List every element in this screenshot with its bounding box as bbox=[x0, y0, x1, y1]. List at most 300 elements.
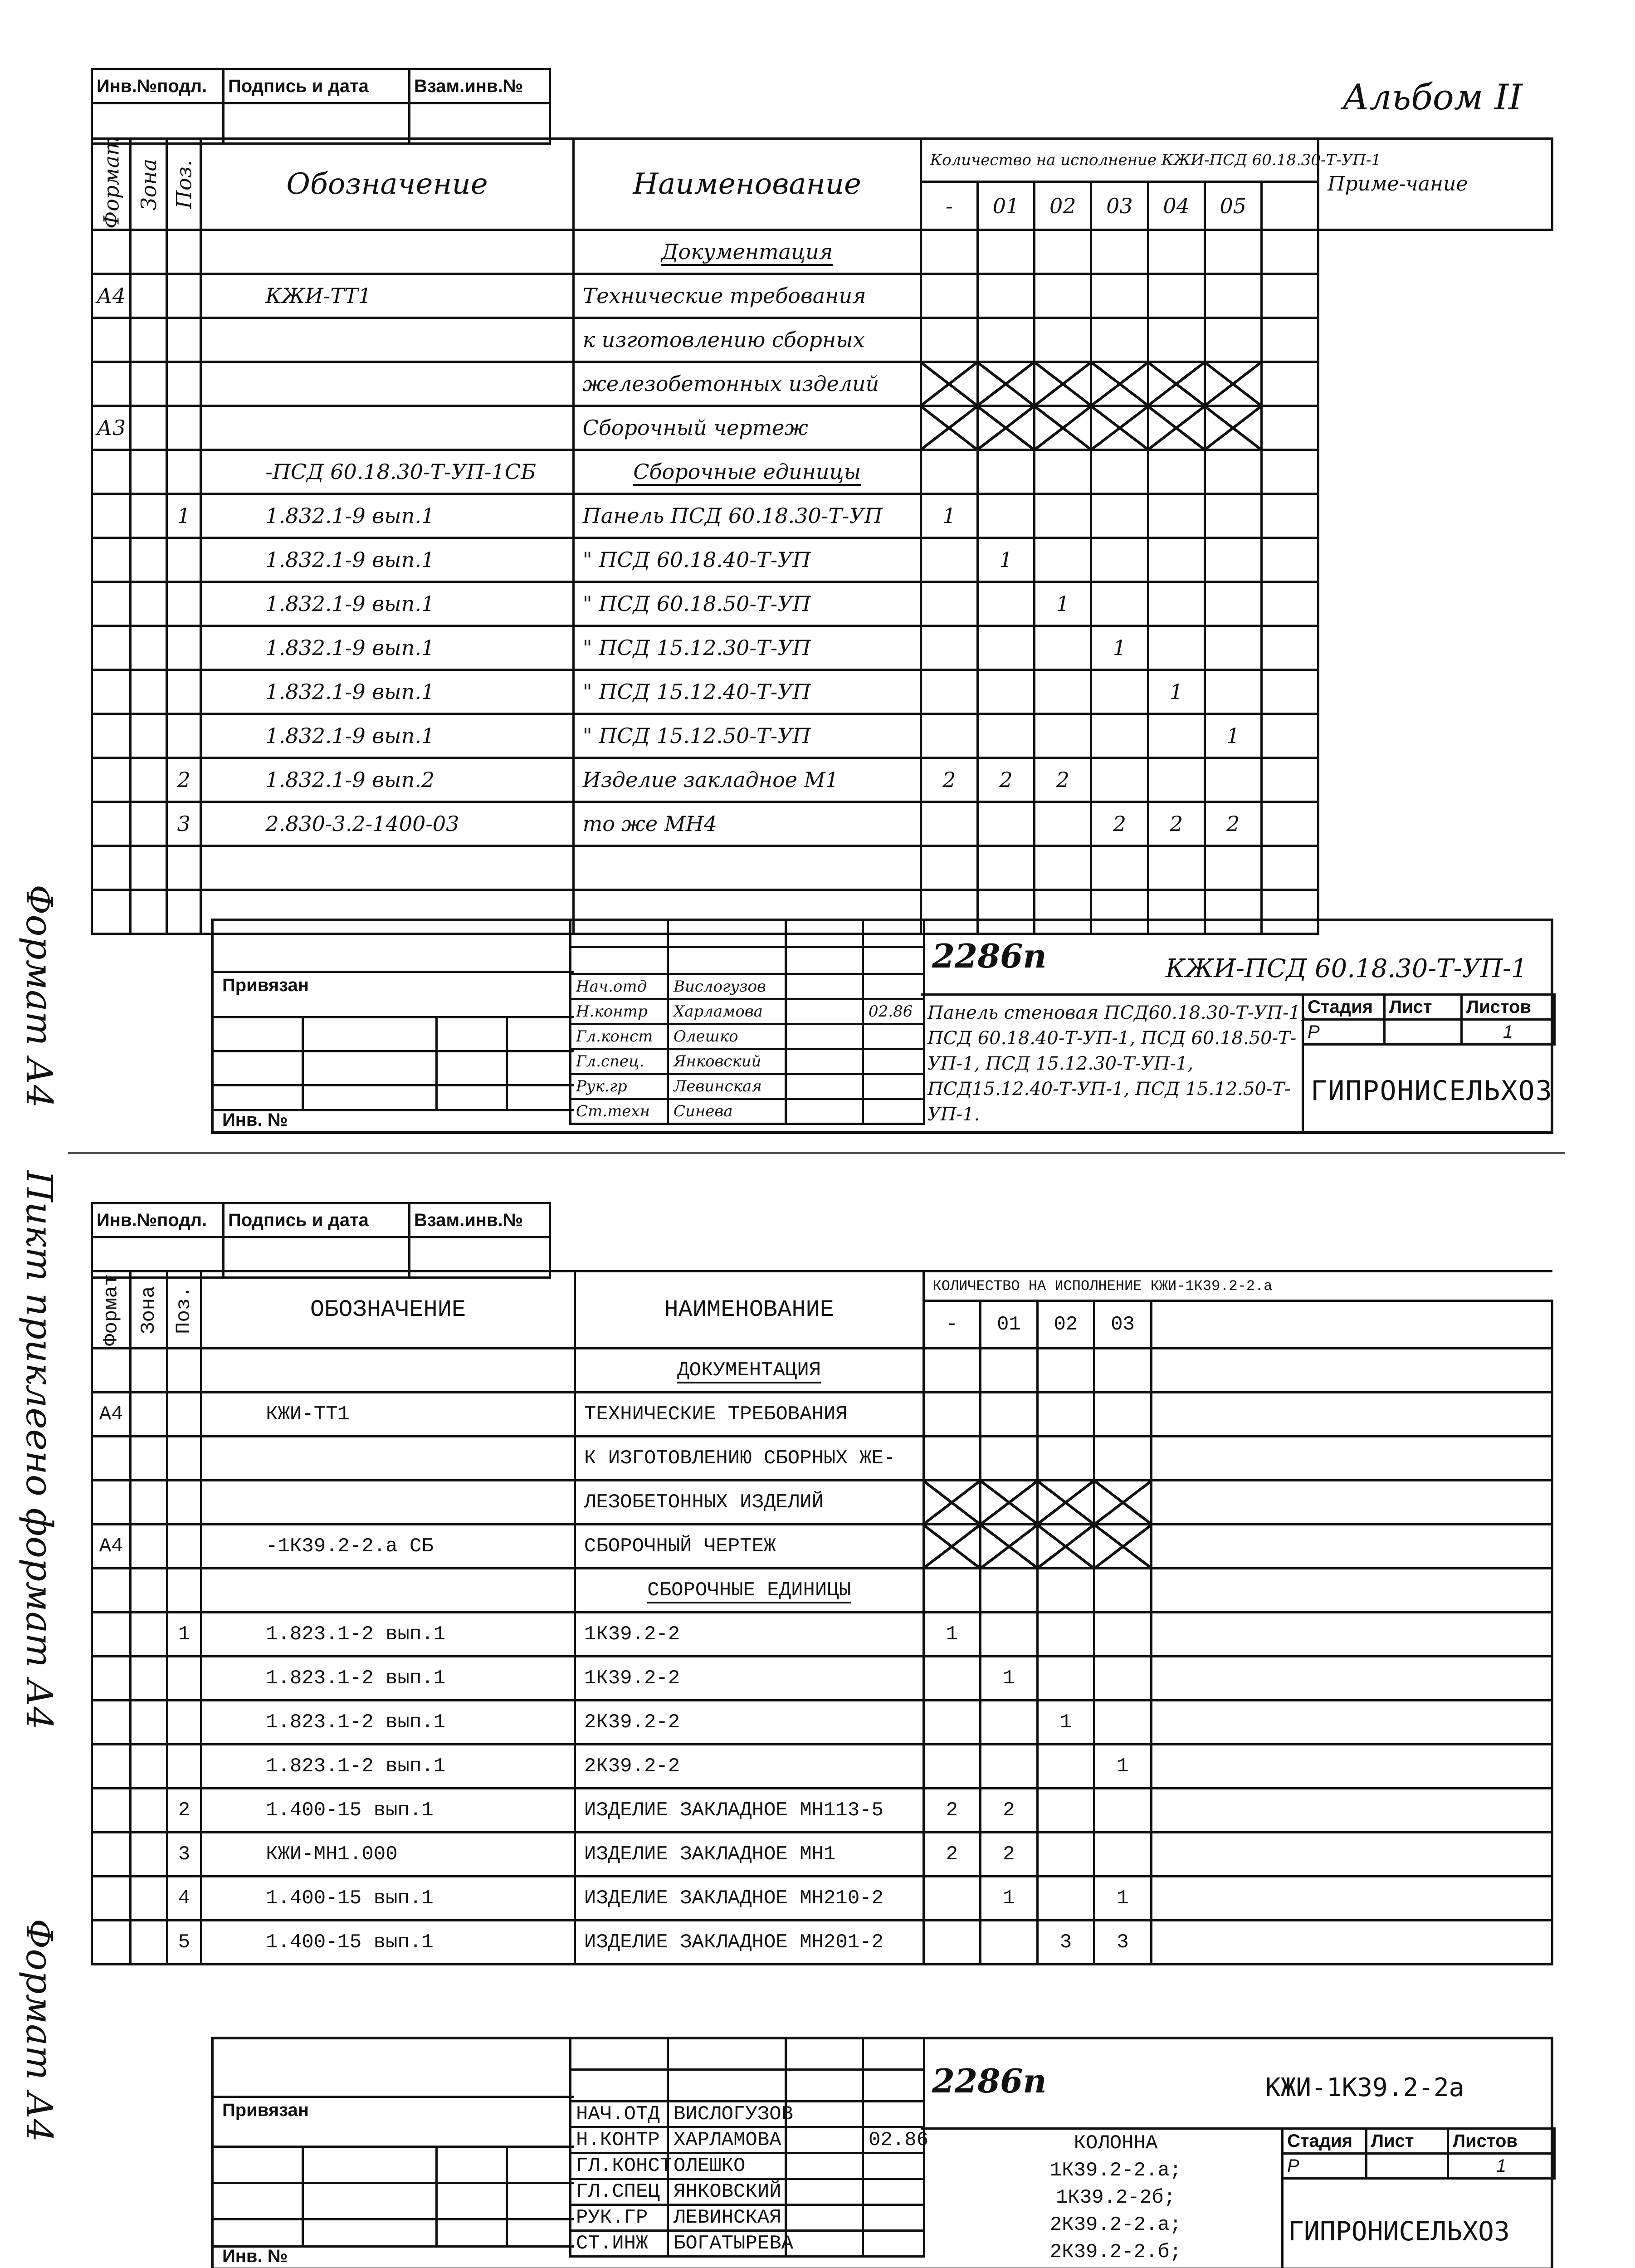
signature-cell bbox=[786, 2179, 863, 2205]
name-cell: ОЛЕШКО bbox=[668, 2153, 786, 2179]
sheet-separator bbox=[68, 1152, 1565, 1154]
name-cell: Харламова bbox=[668, 999, 786, 1024]
naimenovanie-cell bbox=[573, 582, 921, 626]
oboznachenie-cell: -1К39.2-2.а СБ bbox=[201, 1525, 575, 1569]
quantity-cell bbox=[1094, 1349, 1152, 1393]
quantity-cell: 2 bbox=[1091, 802, 1148, 846]
stadiya-header: Стадия bbox=[1303, 995, 1385, 1020]
format-cell bbox=[92, 1569, 131, 1613]
quantity-cell bbox=[1094, 1569, 1152, 1613]
naimenovanie-cell bbox=[575, 1745, 923, 1789]
quantity-cell: 1 bbox=[921, 494, 977, 538]
zona-cell bbox=[131, 1393, 167, 1437]
quantity-cell bbox=[1091, 846, 1148, 890]
crossed-cell bbox=[921, 406, 977, 450]
quantity-cell: 1 bbox=[981, 1877, 1038, 1921]
signature-row bbox=[571, 1099, 924, 1124]
quantity-cell bbox=[1091, 494, 1148, 538]
exec-col-header: 05 bbox=[1205, 182, 1261, 230]
oboznachenie-cell: 1.832.1-9 вып.1 bbox=[201, 626, 573, 670]
crossed-cell bbox=[1091, 406, 1148, 450]
naimenovanie-text: Сборочные единицы bbox=[633, 459, 861, 486]
naimenovanie-cell bbox=[573, 494, 921, 538]
quantity-cell bbox=[1205, 582, 1261, 626]
date-cell bbox=[863, 2102, 924, 2127]
quantity-cell bbox=[1148, 230, 1205, 274]
zona-cell bbox=[131, 846, 167, 890]
naimenovanie-cell bbox=[575, 1613, 923, 1657]
format-cell bbox=[92, 1833, 131, 1877]
naimenovanie-text: ДОКУМЕНТАЦИЯ bbox=[677, 1359, 821, 1383]
quantity-cell bbox=[921, 846, 977, 890]
oboznachenie-cell: 1.832.1-9 вып.1 bbox=[201, 494, 573, 538]
margin-note-middle: Пикт приклеено формат А4 bbox=[18, 1170, 60, 1730]
quantity-cell bbox=[981, 1569, 1038, 1613]
quantity-cell bbox=[1037, 1613, 1094, 1657]
naimenovanie-cell bbox=[575, 1833, 923, 1877]
inv-label: Инв. № bbox=[222, 2246, 288, 2266]
table-row bbox=[92, 758, 1552, 802]
date-cell bbox=[863, 1074, 924, 1099]
extra-cell bbox=[1261, 758, 1318, 802]
quantity-cell bbox=[1148, 450, 1205, 494]
table-row bbox=[92, 362, 1552, 406]
listov-value: 1 bbox=[1448, 2154, 1555, 2179]
quantity-cell bbox=[1037, 1789, 1094, 1833]
quantity-cell bbox=[921, 670, 977, 714]
format-cell bbox=[92, 1921, 131, 1965]
quantity-cell bbox=[977, 318, 1034, 362]
date-cell bbox=[863, 1099, 924, 1124]
exec-col-header: - bbox=[923, 1301, 981, 1349]
naimenovanie-text: Сборочный чертеж bbox=[582, 415, 808, 440]
quantity-cell bbox=[1148, 582, 1205, 626]
zona-cell bbox=[131, 494, 167, 538]
oboznachenie-cell: 1.400-15 вып.1 bbox=[201, 1921, 575, 1965]
quantity-cell bbox=[977, 494, 1034, 538]
naimenovanie-text: то же МН4 bbox=[582, 811, 717, 836]
quantity-cell bbox=[1094, 1701, 1152, 1745]
quantity-cell bbox=[977, 582, 1034, 626]
signature-cell bbox=[786, 999, 863, 1024]
oboznachenie-cell bbox=[201, 230, 573, 274]
format-cell bbox=[92, 582, 131, 626]
naimenovanie-text: СБОРОЧНЫЙ ЧЕРТЕЖ bbox=[584, 1535, 776, 1558]
zona-cell bbox=[131, 714, 167, 758]
date-cell: 02.86 bbox=[863, 2127, 924, 2153]
quantity-cell bbox=[1091, 274, 1148, 318]
date-cell bbox=[863, 1049, 924, 1074]
zona-cell bbox=[131, 230, 167, 274]
oboznachenie-cell bbox=[201, 362, 573, 406]
exec-col-header: 02 bbox=[1035, 182, 1091, 230]
title-right-1 bbox=[921, 919, 1553, 1134]
table-row bbox=[92, 406, 1552, 450]
quantity-cell bbox=[1148, 758, 1205, 802]
naimenovanie-cell bbox=[573, 406, 921, 450]
crossed-cell bbox=[923, 1481, 981, 1525]
margin-note-top: Формат А4 bbox=[18, 885, 60, 1108]
designation: КЖИ-1К39.2-2а bbox=[1265, 2073, 1464, 2102]
quantity-cell bbox=[1205, 670, 1261, 714]
project-code: 2286п bbox=[932, 2062, 1047, 2100]
quantity-cell bbox=[1094, 1437, 1152, 1481]
format-cell bbox=[92, 230, 131, 274]
quantity-cell: 1 bbox=[923, 1613, 981, 1657]
zona-cell bbox=[131, 1877, 167, 1921]
quantity-cell bbox=[1091, 538, 1148, 582]
extra-cell bbox=[1151, 1525, 1552, 1569]
naimenovanie-text: 1К39.2-2 bbox=[584, 1667, 680, 1690]
quantity-cell bbox=[1037, 1349, 1094, 1393]
poz-cell: 1 bbox=[167, 1613, 201, 1657]
format-cell bbox=[92, 1877, 131, 1921]
format-cell bbox=[92, 450, 131, 494]
naimenovanie-cell bbox=[573, 274, 921, 318]
oboznachenie-cell bbox=[201, 318, 573, 362]
quantity-cell bbox=[1037, 1569, 1094, 1613]
quantity-cell: 2 bbox=[923, 1833, 981, 1877]
signature-row bbox=[571, 2102, 924, 2127]
quantity-cell bbox=[977, 802, 1034, 846]
quantity-cell bbox=[923, 1349, 981, 1393]
format-cell bbox=[92, 1349, 131, 1393]
extra-cell bbox=[1261, 582, 1318, 626]
margin-note-bottom: Формат А4 bbox=[18, 1919, 60, 2142]
role-cell: СТ.ИНЖ bbox=[571, 2231, 668, 2257]
quantity-cell bbox=[1091, 758, 1148, 802]
description-line: КОЛОННА bbox=[1074, 2132, 1158, 2155]
exec-col-empty bbox=[1151, 1301, 1552, 1349]
oboznachenie-cell: 1.832.1-9 вып.1 bbox=[201, 582, 573, 626]
description-line: 2К39.2-2.б; bbox=[1049, 2241, 1182, 2263]
quantity-cell bbox=[923, 1745, 981, 1789]
signature-row bbox=[571, 2179, 924, 2205]
zona-cell bbox=[131, 582, 167, 626]
naimenovanie-cell bbox=[575, 1569, 923, 1613]
oboznachenie-cell bbox=[201, 1437, 575, 1481]
signature-row bbox=[571, 999, 924, 1024]
signature-cell bbox=[786, 1024, 863, 1049]
extra-cell bbox=[1151, 1613, 1552, 1657]
naimenovanie-text: ИЗДЕЛИЕ ЗАКЛАДНОЕ МН113-5 bbox=[584, 1799, 884, 1822]
signature-cell bbox=[786, 2127, 863, 2153]
description bbox=[957, 2130, 1274, 2266]
zona-cell bbox=[131, 406, 167, 450]
quantity-cell bbox=[981, 1921, 1038, 1965]
crossed-cell bbox=[1035, 362, 1091, 406]
role-cell: Нач.отд bbox=[571, 974, 668, 999]
stadiya-value: Р bbox=[1303, 1020, 1385, 1045]
stadiya-value: Р bbox=[1283, 2154, 1367, 2179]
quantity-cell bbox=[1091, 714, 1148, 758]
zona-header: Зона bbox=[131, 139, 167, 230]
format-cell: А4 bbox=[92, 1393, 131, 1437]
table-row bbox=[92, 846, 1552, 890]
quantity-cell bbox=[1148, 846, 1205, 890]
crossed-cell bbox=[981, 1525, 1038, 1569]
quantity-cell bbox=[921, 802, 977, 846]
blank-row bbox=[571, 947, 924, 974]
crossed-cell bbox=[1094, 1525, 1152, 1569]
zona-cell bbox=[131, 538, 167, 582]
quantity-cell bbox=[1035, 318, 1091, 362]
poz-cell bbox=[167, 582, 201, 626]
vzam-label: Взам.инв.№ bbox=[410, 1203, 550, 1237]
poz-cell: 2 bbox=[167, 758, 201, 802]
format-cell bbox=[92, 318, 131, 362]
quantity-cell bbox=[1037, 1877, 1094, 1921]
quantity-cell bbox=[1035, 846, 1091, 890]
extra-cell bbox=[1151, 1481, 1552, 1525]
date-cell bbox=[863, 1024, 924, 1049]
naimenovanie-cell bbox=[573, 758, 921, 802]
signature-row bbox=[571, 974, 924, 999]
inventory-stamp-1 bbox=[91, 68, 551, 145]
poz-cell bbox=[167, 1657, 201, 1701]
listov-header: Листов bbox=[1462, 995, 1555, 1020]
format-cell bbox=[92, 362, 131, 406]
oboznachenie-cell: 1.823.1-2 вып.1 bbox=[201, 1613, 575, 1657]
poz-cell: 4 bbox=[167, 1877, 201, 1921]
exec-col-header: - bbox=[921, 182, 977, 230]
poz-cell bbox=[167, 626, 201, 670]
quantity-cell bbox=[1094, 1613, 1152, 1657]
crossed-cell bbox=[977, 362, 1034, 406]
name-cell: Левинская bbox=[668, 1074, 786, 1099]
naimenovanie-cell bbox=[575, 1349, 923, 1393]
naimenovanie-text: ЛЕЗОБЕТОННЫХ ИЗДЕЛИЙ bbox=[584, 1491, 824, 1514]
date-cell bbox=[863, 2231, 924, 2257]
naimenovanie-cell bbox=[575, 1789, 923, 1833]
naimenovanie-header: НАИМЕНОВАНИЕ bbox=[575, 1271, 923, 1349]
zona-cell bbox=[131, 1525, 167, 1569]
quantity-cell bbox=[1035, 450, 1091, 494]
quantity-cell: 2 bbox=[977, 758, 1034, 802]
format-cell bbox=[92, 626, 131, 670]
extra-cell bbox=[1261, 230, 1318, 274]
format-cell bbox=[92, 1745, 131, 1789]
description-line: 1К39.2-2б; bbox=[1055, 2186, 1176, 2209]
poz-cell bbox=[167, 538, 201, 582]
format-cell bbox=[92, 890, 131, 934]
zona-cell bbox=[131, 1921, 167, 1965]
signature-row bbox=[571, 2127, 924, 2153]
table-row bbox=[92, 1437, 1552, 1481]
name-cell: ЯНКОВСКИЙ bbox=[668, 2179, 786, 2205]
description-line: 1К39.2-2.а; bbox=[1049, 2159, 1182, 2182]
naimenovanie-text: ИЗДЕЛИЕ ЗАКЛАДНОЕ МН1 bbox=[584, 1843, 836, 1866]
format-cell: А4 bbox=[92, 1525, 131, 1569]
quantity-cell: 3 bbox=[1094, 1921, 1152, 1965]
quantity-cell: 1 bbox=[1035, 582, 1091, 626]
poz-cell bbox=[167, 362, 201, 406]
naimenovanie-cell bbox=[573, 670, 921, 714]
primechanie-header: Приме-чание bbox=[1318, 139, 1552, 230]
zona-cell bbox=[131, 1613, 167, 1657]
date-cell bbox=[863, 2205, 924, 2231]
role-cell: РУК.ГР bbox=[571, 2205, 668, 2231]
role-cell: Н.КОНТР bbox=[571, 2127, 668, 2153]
quantity-cell bbox=[1035, 714, 1091, 758]
inv-podl-label: Инв.№подл. bbox=[92, 69, 224, 103]
zona-cell bbox=[131, 758, 167, 802]
zona-cell bbox=[131, 1657, 167, 1701]
spec-table-1 bbox=[91, 137, 1553, 935]
organization: ГИПРОНИСЕЛЬХОЗ bbox=[1288, 2216, 1510, 2247]
quantity-cell bbox=[1094, 1789, 1152, 1833]
zona-cell bbox=[131, 1745, 167, 1789]
podpis-label: Подпись и дата bbox=[224, 1203, 410, 1237]
oboznachenie-cell: 1.832.1-9 вып.1 bbox=[201, 670, 573, 714]
format-cell bbox=[92, 1701, 131, 1745]
poz-cell bbox=[167, 1745, 201, 1789]
description: Панель стеновая ПСД60.18.30-Т-УП-1, ПСД 60.18.40-Т-УП-1, ПСД 60.18.50-Т-УП-1, ПСД 15.12.30-Т-УП-1, ПСД15.12.40-Т-УП-1, ПСД 15.12.50-Т-УП-1. bbox=[927, 1002, 1306, 1125]
blank-row bbox=[571, 2038, 924, 2070]
oboznachenie-cell: 1.400-15 вып.1 bbox=[201, 1789, 575, 1833]
naimenovanie-cell bbox=[573, 538, 921, 582]
listov-header: Листов bbox=[1448, 2129, 1555, 2154]
naimenovanie-text: Технические требования bbox=[582, 284, 866, 308]
table-row bbox=[92, 1833, 1552, 1877]
zona-cell bbox=[131, 802, 167, 846]
role-cell: Ст.техн bbox=[571, 1099, 668, 1124]
quantity-cell bbox=[1094, 1657, 1152, 1701]
exec-col-header: 03 bbox=[1094, 1301, 1152, 1349]
quantity-cell bbox=[1037, 1745, 1094, 1789]
naimenovanie-cell bbox=[573, 450, 921, 494]
quantity-cell: 2 bbox=[1148, 802, 1205, 846]
poz-cell bbox=[167, 846, 201, 890]
poz-cell: 3 bbox=[167, 1833, 201, 1877]
crossed-cell bbox=[1205, 362, 1261, 406]
exec-col-header: 02 bbox=[1037, 1301, 1094, 1349]
oboznachenie-cell: 2.830-3.2-1400-03 bbox=[201, 802, 573, 846]
quantity-cell bbox=[981, 1701, 1038, 1745]
format-cell bbox=[92, 1613, 131, 1657]
naimenovanie-text: СБОРОЧНЫЕ ЕДИНИЦЫ bbox=[647, 1579, 851, 1603]
quantity-cell bbox=[921, 714, 977, 758]
extra-cell bbox=[1151, 1833, 1552, 1877]
oboznachenie-cell: КЖИ-МН1.000 bbox=[201, 1833, 575, 1877]
quantity-cell bbox=[921, 538, 977, 582]
poz-cell bbox=[167, 1569, 201, 1613]
signature-row bbox=[571, 2205, 924, 2231]
quantity-cell bbox=[923, 1393, 981, 1437]
table-row bbox=[92, 1877, 1552, 1921]
role-cell: ГЛ.КОНСТ bbox=[571, 2153, 668, 2179]
oboznachenie-cell: -ПСД 60.18.30-Т-УП-1СБ bbox=[201, 450, 573, 494]
oboznachenie-header: Обозначение bbox=[201, 139, 573, 230]
quantity-cell bbox=[977, 846, 1034, 890]
extra-cell bbox=[1261, 494, 1318, 538]
naimenovanie-text: Документация bbox=[661, 240, 833, 266]
naimenovanie-cell bbox=[573, 714, 921, 758]
quantity-cell bbox=[981, 1349, 1038, 1393]
listov-value: 1 bbox=[1462, 1020, 1555, 1045]
crossed-cell bbox=[1037, 1525, 1094, 1569]
format-cell bbox=[92, 846, 131, 890]
quantity-cell: 2 bbox=[1035, 758, 1091, 802]
naimenovanie-cell bbox=[575, 1393, 923, 1437]
poz-cell bbox=[167, 318, 201, 362]
signature-row bbox=[571, 1074, 924, 1099]
poz-cell bbox=[167, 450, 201, 494]
zona-cell bbox=[131, 890, 167, 934]
poz-cell bbox=[167, 230, 201, 274]
extra-cell bbox=[1151, 1657, 1552, 1701]
naimenovanie-text: Панель ПСД 60.18.30-Т-УП bbox=[582, 503, 883, 528]
format-cell bbox=[92, 494, 131, 538]
oboznachenie-cell: 1.832.1-9 вып.2 bbox=[201, 758, 573, 802]
vzam-label: Взам.инв.№ bbox=[410, 69, 550, 103]
format-cell bbox=[92, 538, 131, 582]
quantity-cell bbox=[1205, 494, 1261, 538]
date-cell: 02.86 bbox=[863, 999, 924, 1024]
poz-cell bbox=[167, 1349, 201, 1393]
table-row bbox=[92, 626, 1552, 670]
name-cell: ВИСЛОГУЗОВ bbox=[668, 2102, 786, 2127]
extra-cell bbox=[1151, 1921, 1552, 1965]
oboznachenie-cell: 1.832.1-9 вып.1 bbox=[201, 538, 573, 582]
naimenovanie-text: " ПСД 60.18.40-Т-УП bbox=[582, 547, 811, 572]
quantity-cell bbox=[977, 670, 1034, 714]
zona-cell bbox=[131, 450, 167, 494]
extra-cell bbox=[1151, 1789, 1552, 1833]
extra-cell bbox=[1151, 1393, 1552, 1437]
quantity-cell bbox=[1037, 1393, 1094, 1437]
quantity-cell bbox=[977, 274, 1034, 318]
quantity-cell: 2 bbox=[981, 1789, 1038, 1833]
quantity-cell bbox=[921, 318, 977, 362]
oboznachenie-cell: КЖИ-ТТ1 bbox=[201, 274, 573, 318]
album-label: Альбом II bbox=[1342, 77, 1523, 118]
extra-cell bbox=[1261, 626, 1318, 670]
format-cell bbox=[92, 1481, 131, 1525]
zona-cell bbox=[131, 1349, 167, 1393]
format-cell bbox=[92, 670, 131, 714]
stage-table-2 bbox=[1281, 2127, 1556, 2180]
table-row bbox=[92, 714, 1552, 758]
format-cell bbox=[92, 802, 131, 846]
quantity-cell bbox=[921, 230, 977, 274]
quantity-cell bbox=[1091, 230, 1148, 274]
quantity-cell bbox=[981, 1437, 1038, 1481]
table-row bbox=[92, 670, 1552, 714]
exec-col-header: 01 bbox=[977, 182, 1034, 230]
quantity-cell: 1 bbox=[1205, 714, 1261, 758]
crossed-cell bbox=[1094, 1481, 1152, 1525]
privyazan-label: Привязан bbox=[222, 2100, 309, 2120]
naimenovanie-text: ИЗДЕЛИЕ ЗАКЛАДНОЕ МН210-2 bbox=[584, 1887, 884, 1910]
quantity-cell bbox=[1037, 1437, 1094, 1481]
quantity-cell bbox=[1148, 538, 1205, 582]
extra-cell bbox=[1151, 1877, 1552, 1921]
naimenovanie-text: Изделие закладное М1 bbox=[582, 767, 839, 792]
signature-row bbox=[571, 2153, 924, 2179]
naimenovanie-text: ТЕХНИЧЕСКИЕ ТРЕБОВАНИЯ bbox=[584, 1403, 848, 1426]
name-cell: БОГАТЫРЕВА bbox=[668, 2231, 786, 2257]
description-line: 2К39.2-2.а; bbox=[1049, 2214, 1182, 2236]
table-row bbox=[92, 538, 1552, 582]
crossed-cell bbox=[1148, 406, 1205, 450]
table-row bbox=[92, 1789, 1552, 1833]
oboznachenie-header: ОБОЗНАЧЕНИЕ bbox=[201, 1271, 575, 1349]
date-cell bbox=[863, 2179, 924, 2205]
role-cell: Гл.спец. bbox=[571, 1049, 668, 1074]
quantity-cell bbox=[1205, 230, 1261, 274]
quantity-cell bbox=[1035, 802, 1091, 846]
